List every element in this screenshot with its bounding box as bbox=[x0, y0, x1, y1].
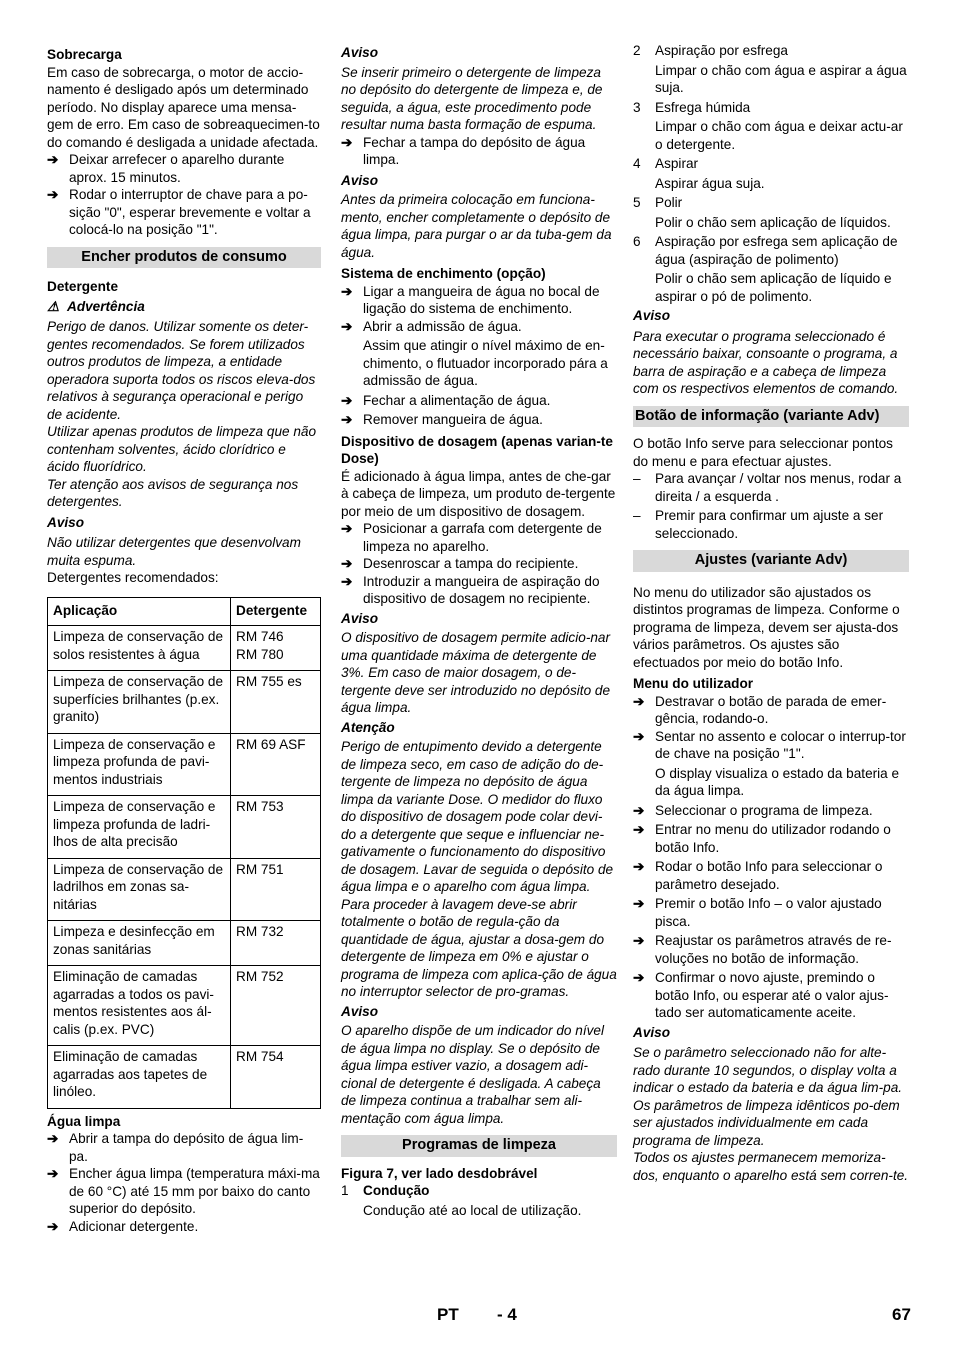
paragraph: O botão Info serve para seleccionar pontos do menu e para efectuar ajustes. bbox=[633, 436, 893, 469]
arrow-right-icon: ➔ bbox=[633, 822, 645, 837]
instruction-step: ➔ Remover mangueira de água. bbox=[341, 412, 543, 427]
program-number: 3 bbox=[633, 99, 641, 115]
note-text: Não utilizar detergentes que desenvolvam muita espuma. bbox=[47, 535, 301, 568]
column-3 bbox=[633, 42, 909, 1184]
program-number: 6 bbox=[633, 234, 641, 249]
caution-text: Perigo de entupimento devido a detergente de limpeza seco, em caso de adição do de-tergente de limpeza no depósito de água limpa da variante Dose. O medidor do fluxo do dispositivo de dosagem pode colar devi-do a detergente que seque e influenciar ne-gativamente o funcionamento do dispositivo de dosagem. Lavar de seguida o depósito de água limpa e o aparelho com água limpa. Para proceder à lavagem deve-se abrir totalmente o botão de regula-ção da quantidade de água, ajustar a dosa-gem do detergente de limpeza em 0% e ajustar o programa de limpeza com aplica-ção de água no interruptor selector de pro-gramas. bbox=[341, 739, 617, 999]
program-item bbox=[633, 155, 909, 192]
program-title: Esfrega húmida bbox=[655, 99, 751, 115]
note-label: Aviso bbox=[341, 1003, 379, 1019]
arrow-right-icon: ➔ bbox=[341, 392, 353, 408]
note-text: Todos os ajustes permanecem memoriza-dos, enquanto o aparelho está sem corren-te. bbox=[633, 1150, 909, 1183]
section-heading-agua: Água limpa bbox=[47, 1113, 121, 1129]
note-label: Aviso bbox=[633, 308, 671, 323]
paragraph: É adicionado à água limpa, antes de che-gar à cabeça de limpeza, um produto de-tergente por meio de um dispositivo de dosagem. bbox=[341, 468, 616, 519]
application-cell: Limpeza e desinfecção em zonas sanitárias bbox=[48, 921, 231, 966]
instruction-step: ➔ Desenroscar a tampa do recipiente. bbox=[341, 556, 579, 571]
table-header-cell: Aplicação bbox=[48, 597, 231, 626]
warning-label: ⚠ Advertência bbox=[47, 298, 145, 314]
program-list bbox=[633, 42, 909, 305]
program-description: Polir o chão sem aplicação de líquidos. bbox=[655, 214, 891, 230]
warning-text: Perigo de danos. Utilizar somente os deter-gentes recomendados. Se forem utilizados outros produtos de limpeza, a entidade operadora suporta todos os riscos eleva-dos relativos à segurança operacional e perigo de acidente. bbox=[47, 319, 316, 422]
program-title: Aspiração por esfrega sem aplicação de água (aspiração de polimento) bbox=[655, 234, 898, 267]
column-2 bbox=[341, 42, 617, 1219]
note-label: Aviso bbox=[633, 1024, 671, 1040]
arrow-right-icon: ➔ bbox=[341, 318, 353, 334]
step-note: O display visualiza o estado da bateria e da água limpa. bbox=[655, 765, 900, 798]
arrow-right-icon: ➔ bbox=[633, 970, 645, 985]
section-heading-menu: Menu do utilizador bbox=[633, 676, 754, 691]
table-row bbox=[48, 858, 321, 921]
table-row bbox=[48, 796, 321, 859]
section-heading-detergente: Detergente bbox=[47, 279, 119, 294]
dash-list-item: – Premir para confirmar um ajuste a ser seleccionado. bbox=[633, 508, 884, 541]
application-cell: Limpeza de conservação de solos resistentes à água bbox=[48, 626, 231, 671]
paragraph: Detergentes recomendados: bbox=[47, 570, 219, 585]
instruction-step: ➔ Rodar o interruptor de chave para a po-sição "0", esperar brevemente e voltar a colocá-lo na posição "1". bbox=[47, 187, 311, 237]
instruction-step: ➔ Premir o botão Info – o valor ajustado pisca. bbox=[633, 896, 882, 929]
section-bar-programas: Programas de limpeza bbox=[341, 1135, 617, 1157]
program-item bbox=[633, 194, 909, 231]
note-text: O aparelho dispõe de um indicador do nível de água limpa no display. Se o depósito de água limpa estiver vazio, a dosagem adi-cional de detergente é desligada. A cabeça de limpeza continua a trabalhar sem ali-mentação com água limpa. bbox=[341, 1023, 604, 1126]
arrow-right-icon: ➔ bbox=[341, 573, 353, 589]
section-heading-sobrecarga: Sobrecarga bbox=[47, 47, 122, 62]
instruction-step: ➔ Abrir a admissão de água. bbox=[341, 318, 522, 334]
arrow-right-icon: ➔ bbox=[633, 728, 645, 744]
detergent-cell: RM 754 bbox=[231, 1046, 321, 1109]
detergent-cell: RM 746 RM 780 bbox=[231, 626, 321, 671]
dash-list-item: – Para avançar / voltar nos menus, rodar a direita / a esquerda . bbox=[633, 471, 902, 504]
table-row bbox=[48, 1046, 321, 1109]
note-text: Os parâmetros de limpeza idênticos po-dem ser ajustados individualmente em cada programa de limpeza. bbox=[633, 1097, 900, 1148]
table-header-row bbox=[48, 597, 321, 626]
warning-text: Utilizar apenas produtos de limpeza que não contenham solventes, ácido clorídrico e ácido fluorídrico. bbox=[47, 424, 317, 474]
section-bar-encher: Encher produtos de consumo bbox=[47, 247, 321, 269]
caution-label: Atenção bbox=[341, 719, 395, 735]
application-cell: Eliminação de camadas agarradas aos tapetes de linóleo. bbox=[48, 1046, 231, 1109]
detergent-cell: RM 755 es bbox=[231, 671, 321, 734]
detergent-cell: RM 69 ASF bbox=[231, 733, 321, 796]
note-text: Para executar o programa seleccionado é necessário baixar, consoante o programa, a barra de aspiração e a cabeça de limpeza com os respectivos elementos de comando. bbox=[633, 328, 899, 396]
instruction-step: ➔ Ligar a mangueira de água no bocal de ligação do sistema de enchimento. bbox=[341, 283, 600, 316]
footer-language: PT bbox=[437, 1305, 459, 1324]
arrow-right-icon: ➔ bbox=[47, 1218, 59, 1234]
detergent-cell: RM 752 bbox=[231, 966, 321, 1046]
note-label: Aviso bbox=[341, 172, 379, 188]
instruction-step: ➔ Rodar o botão Info para seleccionar o parâmetro desejado. bbox=[633, 859, 883, 892]
arrow-right-icon: ➔ bbox=[341, 556, 353, 571]
paragraph: No menu do utilizador são ajustados os distintos programas de limpeza. Conforme o programa de limpeza, devem ser ajusta-dos vários parâmetros. Os ajustes são efectuados por meio do botão Info. bbox=[633, 584, 900, 670]
note-label: Aviso bbox=[341, 610, 379, 626]
arrow-right-icon: ➔ bbox=[633, 802, 645, 818]
instruction-step: ➔ Reajustar os parâmetros através de re-voluções no botão de informação. bbox=[633, 933, 892, 966]
application-cell: Limpeza de conservação e limpeza profunda de pavi-mentos industriais bbox=[48, 733, 231, 796]
column-1 bbox=[47, 42, 321, 1235]
detergent-table bbox=[47, 597, 321, 1109]
paragraph: Em caso de sobrecarga, o motor de accio-namento é desligado após um determinado período. No display aparece uma mensa-gem de erro. Em caso de sobreaquecimen-to do comando é desligada a unidade afectada. bbox=[47, 64, 320, 150]
arrow-right-icon: ➔ bbox=[341, 412, 353, 427]
arrow-right-icon: ➔ bbox=[633, 859, 645, 874]
arrow-right-icon: ➔ bbox=[47, 1131, 59, 1146]
table-header-cell: Detergente bbox=[231, 597, 321, 626]
program-item bbox=[633, 99, 909, 154]
section-heading-sistema: Sistema de enchimento (opção) bbox=[341, 266, 546, 281]
section-bar-ajustes: Ajustes (variante Adv) bbox=[633, 550, 909, 572]
instruction-step: ➔ Posicionar a garrafa com detergente de limpeza no aparelho. bbox=[341, 521, 602, 554]
note-label: Aviso bbox=[47, 514, 85, 530]
warning-text: Ter atenção aos avisos de segurança nos detergentes. bbox=[47, 476, 299, 509]
program-description: Aspirar água suja. bbox=[655, 175, 765, 191]
instruction-step: ➔ Deixar arrefecer o aparelho durante aprox. 15 minutos. bbox=[47, 152, 285, 185]
table-row bbox=[48, 671, 321, 734]
instruction-step: ➔ Abrir a tampa do depósito de água lim-pa. bbox=[47, 1131, 304, 1164]
program-title: Aspirar bbox=[655, 156, 699, 171]
instruction-step: ➔ Encher água limpa (temperatura máxi-ma de 60 °C) até 15 mm por baixo do canto superior do depósito. bbox=[47, 1166, 320, 1216]
arrow-right-icon: ➔ bbox=[47, 152, 59, 167]
instruction-step: ➔ Confirmar o novo ajuste, premindo o botão Info, ou esperar até o valor ajus-tado ser automaticamente aceite. bbox=[633, 970, 889, 1020]
instruction-step: ➔ Adicionar detergente. bbox=[47, 1218, 199, 1234]
detergent-cell: RM 753 bbox=[231, 796, 321, 859]
footer-page-local: - 4 bbox=[497, 1305, 517, 1324]
arrow-right-icon: ➔ bbox=[633, 933, 645, 948]
table-row bbox=[48, 626, 321, 671]
instruction-step: ➔ Entrar no menu do utilizador rodando o botão Info. bbox=[633, 822, 891, 855]
note-text: Se o parâmetro seleccionado não for alte-rado durante 10 segundos, o display volta a indicar o estado da bateria e da água lim-pa. bbox=[633, 1045, 903, 1095]
arrow-right-icon: ➔ bbox=[633, 896, 645, 911]
table-row bbox=[48, 733, 321, 796]
arrow-right-icon: ➔ bbox=[341, 521, 353, 536]
table-row bbox=[48, 966, 321, 1046]
instruction-step: ➔ Destravar o botão de parada de emer-gência, rodando-o. bbox=[633, 693, 887, 726]
detergent-cell: RM 751 bbox=[231, 858, 321, 921]
arrow-right-icon: ➔ bbox=[47, 1166, 59, 1181]
program-description: Polir o chão sem aplicação de líquido e aspirar o pó de polimento. bbox=[655, 271, 892, 304]
warning-triangle-icon: ⚠ bbox=[47, 298, 60, 314]
instruction-step: ➔ Fechar a alimentação de água. bbox=[341, 392, 551, 408]
instruction-step: ➔ Introduzir a mangueira de aspiração do dispositivo de dosagem no recipiente. bbox=[341, 573, 600, 606]
arrow-right-icon: ➔ bbox=[633, 693, 645, 709]
note-text: Se inserir primeiro o detergente de limpeza no depósito do detergente de limpeza e, de seguida, a água, este procedimento pode resultar numa basta formação de espuma. bbox=[341, 64, 603, 132]
section-bar-info: Botão de informação (variante Adv) bbox=[633, 406, 909, 428]
program-title: Aspiração por esfrega bbox=[655, 43, 788, 58]
program-number: 4 bbox=[633, 156, 641, 171]
table-row bbox=[48, 921, 321, 966]
instruction-step: ➔ Seleccionar o programa de limpeza. bbox=[633, 802, 873, 818]
program-title: Polir bbox=[655, 195, 683, 210]
program-item: 1 Condução bbox=[341, 1183, 430, 1198]
instruction-step: ➔ Fechar a tampa do depósito de água limpa. bbox=[341, 134, 586, 167]
detergent-cell: RM 732 bbox=[231, 921, 321, 966]
program-number: 2 bbox=[633, 43, 641, 58]
program-description: Limpar o chão com água e aspirar a água suja. bbox=[655, 62, 907, 95]
note-text: Antes da primeira colocação em funciona-mento, encher completamente o depósito de água limpa, para purgar o ar da tuba-gem da água. bbox=[341, 192, 612, 260]
application-cell: Limpeza de conservação de superfícies brilhantes (p.ex. granito) bbox=[48, 671, 231, 734]
arrow-right-icon: ➔ bbox=[341, 283, 353, 299]
application-cell: Eliminação de camadas agarradas a todos os pavi-mentos resistentes aos ál-calis (p.ex. PVC) bbox=[48, 966, 231, 1046]
arrow-right-icon: ➔ bbox=[341, 134, 353, 150]
program-description: Condução até ao local de utilização. bbox=[363, 1202, 582, 1218]
program-item bbox=[633, 42, 909, 97]
step-note: Assim que atingir o nível máximo de en-chimento, o flutuador incorporado pára a admissão de água. bbox=[363, 338, 608, 388]
note-label: Aviso bbox=[341, 45, 379, 60]
program-number: 5 bbox=[633, 195, 641, 210]
instruction-step: ➔ Sentar no assento e colocar o interrup-tor de chave na posição "1". bbox=[633, 728, 906, 761]
arrow-right-icon: ➔ bbox=[47, 187, 59, 202]
program-item bbox=[633, 233, 909, 305]
application-cell: Limpeza de conservação e limpeza profunda de ladri-lhos de alta precisão bbox=[48, 796, 231, 859]
footer-page-number: 67 bbox=[892, 1305, 911, 1324]
note-text: O dispositivo de dosagem permite adicio-nar uma quantidade máxima de detergente de 3%. Em caso de maior dosagem, o de-tergente deve ser introduzido no depósito de água limpa. bbox=[341, 630, 611, 715]
application-cell: Limpeza de conservação de ladrilhos em zonas sa-nitárias bbox=[48, 858, 231, 921]
figure-reference: Figura 7, ver lado desdobrável bbox=[341, 1165, 538, 1181]
section-heading-dosagem: Dispositivo de dosagem (apenas varian-te Dose) bbox=[341, 433, 613, 466]
program-description: Limpar o chão com água e deixar actu-ar o detergente. bbox=[655, 119, 903, 152]
